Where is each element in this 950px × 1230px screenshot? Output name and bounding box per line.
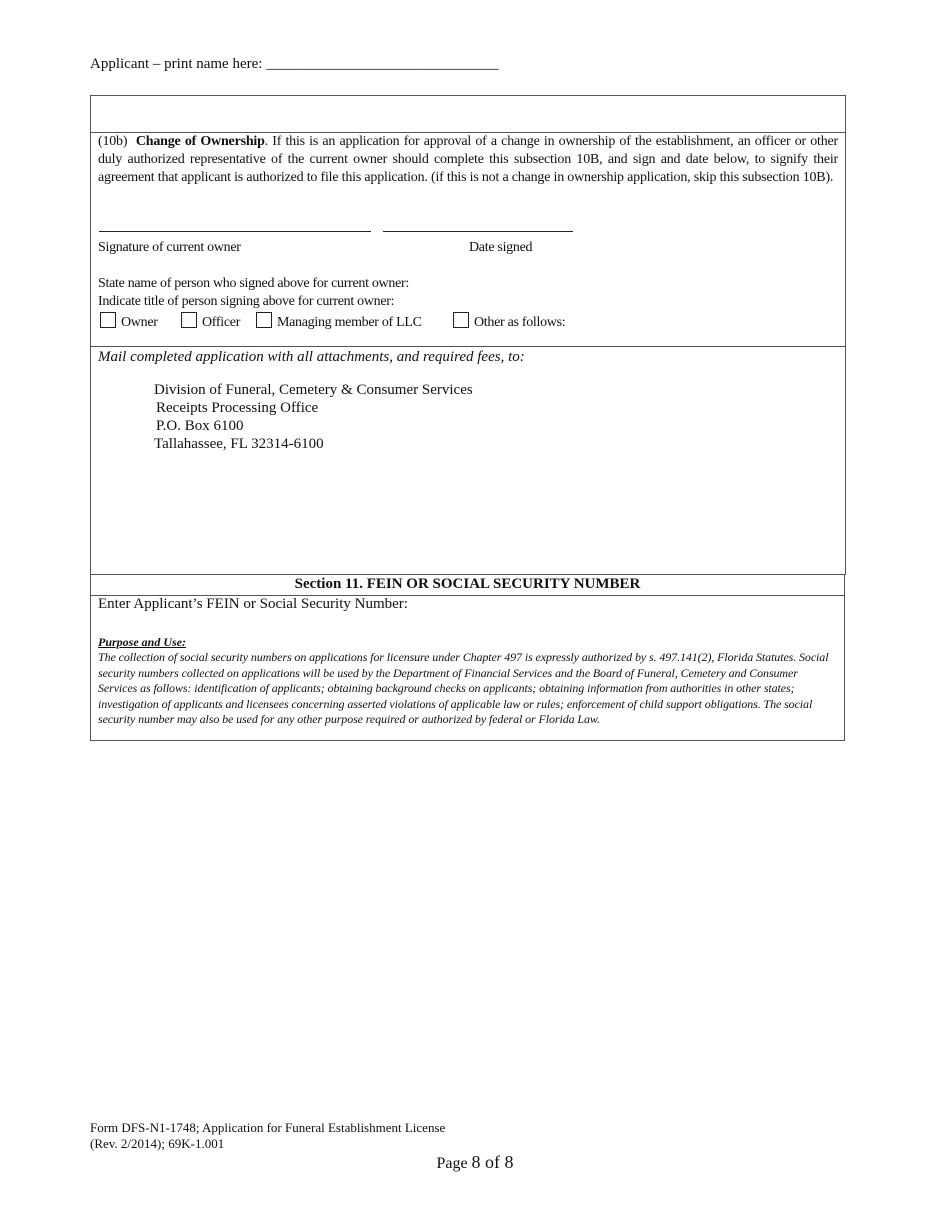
owner-option-label: Owner	[121, 315, 158, 330]
state-name-label: State name of person who signed above for current owner:	[98, 276, 409, 291]
section-11-box	[90, 574, 845, 741]
owner-checkbox[interactable]	[100, 312, 116, 328]
date-signed-label: Date signed	[469, 240, 533, 255]
page-prefix: Page	[436, 1155, 472, 1172]
address-line-4: Tallahassee, FL 32314-6100	[154, 436, 324, 452]
form-id-line: Form DFS-N1-1748; Application for Funeral Establishment License	[90, 1120, 446, 1135]
address-line-3: P.O. Box 6100	[156, 418, 244, 434]
purpose-text: The collection of social security numbers on applications for licensure under Chapter 497 is expressly authorized by s. 497.141(2), Florida Statutes. Social security numbers collected on applications will be used by the Department of Financial Services and the Board of Funeral, Cemetery and Consumer Services as follows: identification of applicants; obtaining background checks on applicants; obtaining information from authorities in other states; investigation of applicants and licensees concerning asserted violations of applicable law or rules; enforcement of child support obligations. The social security number may also be used for any other purpose required or authorized by federal or Florida Law.	[98, 650, 829, 726]
llc-member-option[interactable]	[256, 312, 422, 331]
date-signed-line[interactable]	[383, 231, 573, 232]
title-label: Indicate title of person signing above for current owner:	[98, 294, 395, 309]
section-10b-heading: Change of Ownership	[135, 134, 265, 149]
change-of-ownership-box	[90, 95, 846, 575]
other-option[interactable]	[453, 312, 565, 331]
officer-option[interactable]	[181, 312, 240, 331]
llc-member-checkbox[interactable]	[256, 312, 272, 328]
signature-label: Signature of current owner	[98, 240, 241, 255]
owner-signature-line[interactable]	[99, 231, 371, 232]
form-revision-line: (Rev. 2/2014); 69K-1.001	[90, 1136, 225, 1151]
other-checkbox[interactable]	[453, 312, 469, 328]
section-10b-paragraph	[98, 133, 838, 187]
divider	[91, 346, 845, 347]
form-footer	[90, 1120, 445, 1152]
officer-checkbox[interactable]	[181, 312, 197, 328]
applicant-name-line: Applicant – print name here: _______________________________	[90, 56, 499, 72]
purpose-heading: Purpose and Use:	[98, 635, 187, 649]
llc-member-option-label: Managing member of LLC	[277, 315, 422, 330]
section-10b-label: (10b)	[98, 134, 128, 149]
mail-instructions: Mail completed application with all attachments, and required fees, to:	[98, 349, 525, 365]
page-current: 8	[471, 1152, 481, 1172]
address-line-2: Receipts Processing Office	[156, 400, 319, 416]
section-10b-text: . If this is an application for approval of a change in ownership of the establishment, an officer or other duly authorized representative of the current owner should complete this subsection 10B, and sign and date below, to signify their agreement that applicant is authorized to file this application. (if this is not a change in ownership application, skip this subsection 10B).	[98, 134, 838, 185]
page-total: 8	[504, 1152, 514, 1172]
section-11-title: Section 11. FEIN OR SOCIAL SECURITY NUMBER	[294, 576, 641, 592]
page-number	[0, 1152, 950, 1173]
other-option-label: Other as follows:	[474, 315, 566, 330]
fein-ssn-field[interactable]: Enter Applicant’s FEIN or Social Security Number:	[98, 596, 408, 612]
owner-option[interactable]	[100, 312, 158, 331]
address-line-1: Division of Funeral, Cemetery & Consumer Services	[154, 382, 473, 398]
page-of: of	[480, 1152, 505, 1172]
officer-option-label: Officer	[202, 315, 241, 330]
